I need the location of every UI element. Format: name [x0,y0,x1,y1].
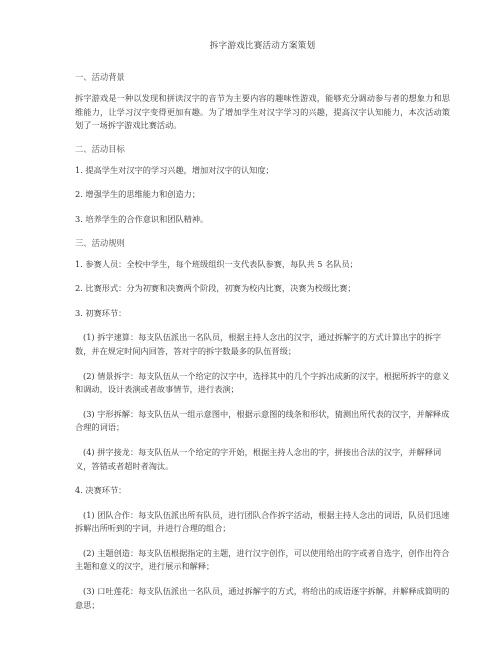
goal-item: 1. 提高学生对汉字的学习兴趣，增加对汉字的认知度； [75,164,274,175]
goal-item: 2. 增强学生的思维能力和创造力； [75,189,201,200]
final-subitem: (3) 口吐莲花：每支队伍派出一名队员，通过拆解字的方式，将给出的成语逐字拆解，并解释成简明的意思； [75,586,450,610]
rule-item: 3. 初赛环节： [75,307,127,318]
section-heading-rules: 三、活动规则 [75,237,125,248]
final-subitem: (2) 主题创造：每支队伍根据指定的主题，进行汉字创作，可以使用给出的字或者自选字，创作出符合主题和意义的汉字，进行展示和解释； [75,547,450,572]
section-heading-background: 一、活动背景 [75,72,125,82]
preliminary-subitem: (3) 字形拆解：每支队伍从一组示意图中，根据示意图的线条和形状，猜测出所代表的汉字，并解释成合理的词语； [75,408,450,433]
section-heading-goals: 二、活动目标 [75,143,125,154]
final-subitem: (1) 团队合作：每支队伍派出所有队员，进行团队合作拆字活动，根据主持人念出的词语，队员们迅速拆解出所听到的字词，并进行合理的组合； [75,509,450,534]
rule-item: 2. 比赛形式：分为初赛和决赛两个阶段，初赛为校内比赛，决赛为校级比赛； [75,283,356,294]
goal-item: 3. 培养学生的合作意识和团队精神。 [75,213,209,224]
preliminary-subitem: (1) 拆字速算：每支队伍派出一名队员，根据主持人念出的汉字，通过拆解字的方式计算出字的拆字数，并在规定时间内回答，答对字的拆字数最多的队伍晋级； [75,332,442,356]
final-round-label: 4. 决赛环节： [75,485,127,496]
document-title: 拆字游戏比赛活动方案策划 [209,41,316,51]
background-paragraph: 拆字游戏是一种以发现和拼读汉字的音节为主要内容的趣味性游戏，能够充分调动参与者的想象力和思维能力，让学习汉字变得更加有趣。为了增加学生对汉字学习的兴趣，提高汉字认知能力，本次活动策划了一场拆字游戏比赛活动。 [75,93,450,131]
preliminary-subitem: (4) 拼字接龙：每支队伍从一个给定的字开始，根据主持人念出的字，拼接出合法的汉字，并解释词义，答错或者超时者淘汰。 [75,446,442,471]
preliminary-subitem: (2) 情景拆字：每支队伍从一个给定的汉字中，选择其中的几个字拆出成新的汉字，根据所拆字的意义和调动，设计表演或者故事情节，进行表演； [75,370,450,395]
rule-item: 1. 参赛人员：全校中学生，每个班级组织一支代表队参赛，每队共 5 名队员； [75,258,358,269]
